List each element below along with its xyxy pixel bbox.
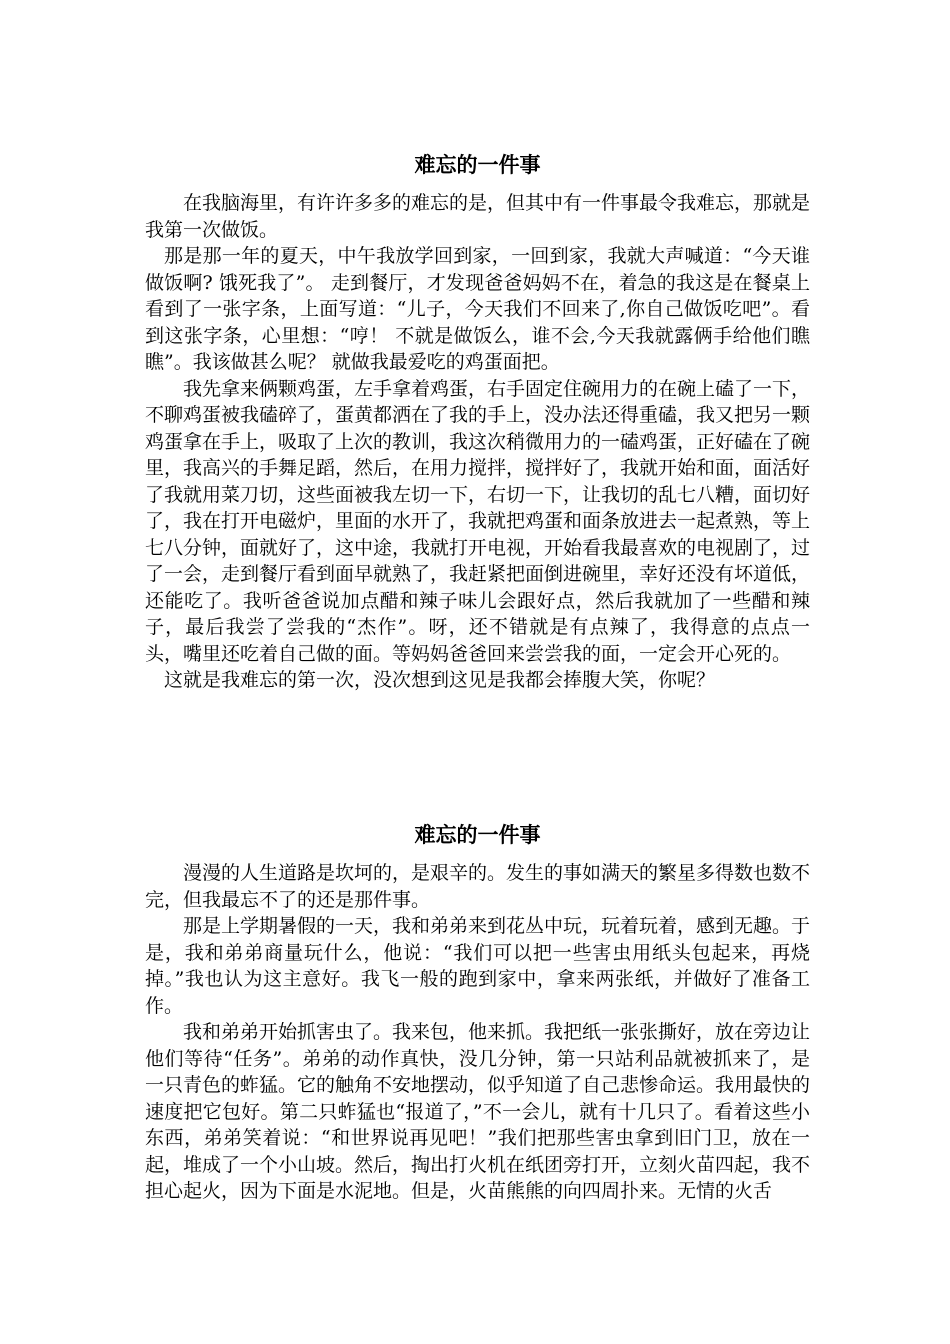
essay-paragraph: 那是那一年的夏天，中午我放学回到家，一回到家，我就大声喊道：“今天谁做饭啊? 饿死我了”。 走到餐厅，才发现爸爸妈妈不在，着急的我这是在餐桌上看到了一张字条，上面写道：“儿子，今天我们不回来了,你自己做饭吃吧”。看到这张字条，心里想：“哼！ 不就是做饭么，谁不会,今天我就露俩手给他们瞧瞧”。我该做甚么呢？ 就做我最爱吃的鸡蛋面把。 (145, 245, 810, 373)
essay-paragraph: 那是上学期暑假的一天，我和弟弟来到花丛中玩，玩着玩着，感到无趣。于是，我和弟弟商量玩什么，他说：“我们可以把一些害虫用纸头包起来，再烧掉。”我也认为这主意好。我飞一般的跑到家中，拿来两张纸，并做好了准备工作。 (145, 915, 811, 1017)
essay-title: 难忘的一件事 (414, 822, 541, 847)
essay-2 (145, 820, 810, 1205)
essay-paragraph: 漫漫的人生道路是坎坷的，是艰辛的。发生的事如满天的繁星多得数也数不完，但我最忘不了的还是那件事。 (145, 862, 811, 911)
essay-title: 难忘的一件事 (414, 152, 541, 177)
essay-paragraph: 我和弟弟开始抓害虫了。我来包，他来抓。我把纸一张张撕好，放在旁边让他们等待“任务”。弟弟的动作真快，没几分钟，第一只站利品就被抓来了，是一只青色的蚱猛。它的触角不安地摆动，似乎知道了自己悲惨命运。我用最快的速度把它包好。第二只蚱猛也“报道了，”不一会儿，就有十几只了。看着这些小东西，弟弟笑着说：“和世界说再见吧！”我们把那些害虫拿到旧门卫，放在一起，堆成了一个小山坡。然后，掏出打火机在纸团旁打开，立刻火苗四起，我不担心起火，因为下面是水泥地。但是，火苗熊熊的向四周扑来。无情的火舌 (145, 1021, 811, 1202)
essay-paragraph: 在我脑海里，有许许多多的难忘的是，但其中有一件事最令我难忘，那就是我第一次做饭。 (145, 192, 811, 241)
essay-paragraph: 这就是我难忘的第一次，没次想到这见是我都会捧腹大笑，你呢？ (164, 669, 716, 691)
essay-1 (145, 150, 810, 694)
essay-paragraph: 我先拿来俩颗鸡蛋，左手拿着鸡蛋，右手固定住碗用力的在碗上磕了一下，不聊鸡蛋被我磕碎了，蛋黄都洒在了我的手上，没办法还得重磕，我又把另一颗鸡蛋拿在手上，吸取了上次的教训，我这次稍微用力的一磕鸡蛋，正好磕在了碗里，我高兴的手舞足蹈，然后，在用力搅拌，搅拌好了，我就开始和面，面活好了我就用菜刀切，这些面被我左切一下，右切一下，让我切的乱七八糟，面切好了，我在打开电磁炉，里面的水开了，我就把鸡蛋和面条放进去一起煮熟，等上七八分钟，面就好了，这中途，我就打开电视，开始看我最喜欢的电视剧了，过了一会，走到餐厅看到面早就熟了，我赶紧把面倒进碗里，幸好还没有坏道低，还能吃了。我听爸爸说加点醋和辣子味儿会跟好点，然后我就加了一些醋和辣子，最后我尝了尝我的“杰作”。呀，还不错就是有点辣了，我得意的点点一头，嘴里还吃着自己做的面。等妈妈爸爸回来尝尝我的面，一定会开心死的。 (145, 377, 811, 665)
